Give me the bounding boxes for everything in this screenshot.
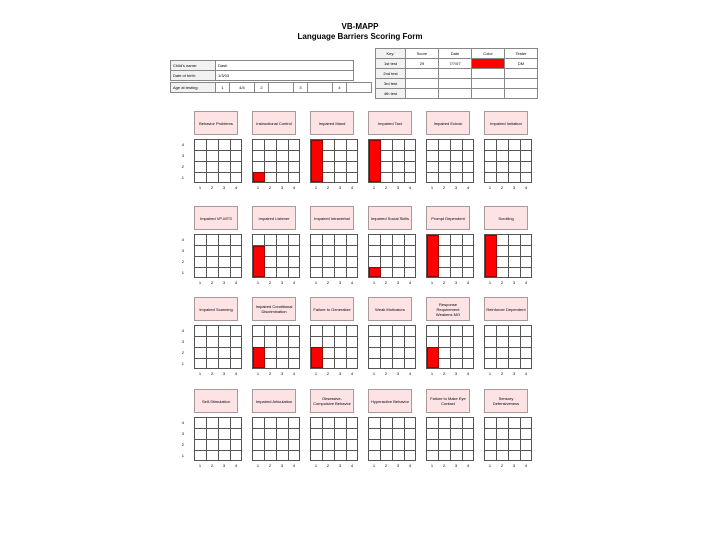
score-cell[interactable] [406,79,439,89]
x-tick-label: 3 [280,463,284,468]
x-tick-label: 4 [292,371,296,376]
barrier-label: Impaired Social Skills [368,206,412,230]
grid-line [485,428,531,429]
barrier-label: Impaired Articulation [252,389,296,413]
x-tick-label: 2 [268,185,272,190]
grid-line [369,336,415,337]
grid-line [311,439,357,440]
score-header: Score [406,49,439,59]
x-tick-label: 4 [234,463,238,468]
x-tick-label: 3 [512,371,516,376]
x-tick-label: 3 [338,280,342,285]
y-tick-label: 1 [181,175,184,180]
grid-line [195,428,241,429]
x-tick-label: 2 [210,280,214,285]
barrier-label: Response Requirement Weakens MO [426,297,470,321]
grid-line [253,161,299,162]
grid-line [253,150,299,151]
test-label: 1st test [376,59,406,69]
x-tick-label: 1 [256,371,260,376]
score-grid[interactable] [310,139,358,183]
grid-line [427,172,473,173]
age-field[interactable] [269,83,294,93]
y-tick-label: 4 [181,142,184,147]
y-tick-label: 4 [181,420,184,425]
age-num: 1 [216,83,230,93]
x-tick-label: 2 [210,371,214,376]
y-tick-label: 1 [181,270,184,275]
x-tick-label: 1 [256,185,260,190]
date-header: Date [439,49,472,59]
x-tick-label: 2 [442,371,446,376]
score-bar [485,235,497,277]
x-tick-label: 3 [454,371,458,376]
grid-line [195,161,241,162]
barrier-label: Impaired Conditional Discrimination [252,297,296,321]
x-tick-label: 1 [198,463,202,468]
x-tick-label: 3 [222,463,226,468]
grid-line [311,450,357,451]
grid-line [485,439,531,440]
grid-line [195,450,241,451]
x-tick-label: 4 [234,371,238,376]
test-label: 3rd test [376,79,406,89]
barrier-label: Impaired Mand [310,111,354,135]
grid-line [311,336,357,337]
age-field[interactable] [308,83,333,93]
x-tick-label: 1 [488,463,492,468]
x-tick-label: 3 [454,185,458,190]
score-grid[interactable] [368,234,416,278]
y-tick-label: 1 [181,361,184,366]
x-tick-label: 1 [430,371,434,376]
barrier-label: Self-Stimulation [194,389,238,413]
x-tick-label: 1 [256,463,260,468]
x-tick-label: 2 [384,185,388,190]
score-grid[interactable] [310,234,358,278]
x-tick-label: 3 [222,280,226,285]
x-tick-label: 2 [268,371,272,376]
grid-line [311,256,357,257]
x-tick-label: 3 [454,463,458,468]
grid-line [369,347,415,348]
grid-line [369,245,415,246]
x-tick-label: 2 [326,280,330,285]
x-tick-label: 2 [442,463,446,468]
key-header: Key: [376,49,406,59]
score-grid[interactable] [194,234,242,278]
grid-line [485,336,531,337]
barrier-label: Impaired Tact [368,111,412,135]
score-grid[interactable] [310,325,358,369]
color-swatch[interactable] [472,59,505,69]
x-tick-label: 4 [524,185,528,190]
age-num: 2 [255,83,269,93]
x-tick-label: 4 [466,463,470,468]
score-cell[interactable] [406,89,439,99]
grid-line [195,439,241,440]
grid-line [195,336,241,337]
x-tick-label: 2 [326,371,330,376]
child-info-table [170,60,354,81]
x-tick-label: 4 [524,280,528,285]
score-grid[interactable] [426,139,474,183]
grid-line [427,450,473,451]
y-tick-label: 4 [181,237,184,242]
x-tick-label: 1 [198,280,202,285]
x-tick-label: 3 [338,371,342,376]
y-tick-label: 2 [181,259,184,264]
x-tick-label: 4 [350,185,354,190]
x-tick-label: 3 [512,185,516,190]
grid-line [311,428,357,429]
x-tick-label: 4 [408,185,412,190]
x-tick-label: 4 [234,280,238,285]
x-tick-label: 4 [408,463,412,468]
age-table [170,82,372,93]
x-tick-label: 2 [326,463,330,468]
x-tick-label: 1 [488,371,492,376]
tester-header: Tester [505,49,538,59]
barrier-label: Weak Motivators [368,297,412,321]
x-tick-label: 1 [198,185,202,190]
x-tick-label: 1 [430,280,434,285]
x-tick-label: 2 [384,371,388,376]
barrier-label: Scrolling [484,206,528,230]
x-tick-label: 3 [396,185,400,190]
grid-line [369,450,415,451]
x-tick-label: 4 [350,371,354,376]
x-tick-label: 1 [372,185,376,190]
grid-line [195,256,241,257]
x-tick-label: 1 [256,280,260,285]
score-grid[interactable] [252,139,300,183]
score-bar [311,347,323,368]
x-tick-label: 4 [524,371,528,376]
key-table [375,48,538,99]
grid-line [253,439,299,440]
age-label: Age at testing: [171,83,216,93]
x-tick-label: 4 [234,185,238,190]
score-grid[interactable] [484,325,532,369]
x-tick-label: 3 [396,371,400,376]
score-grid[interactable] [194,325,242,369]
date-cell[interactable] [439,89,472,99]
grid-line [311,267,357,268]
x-tick-label: 2 [326,185,330,190]
x-tick-label: 1 [314,185,318,190]
x-tick-label: 2 [384,280,388,285]
color-header: Color [472,49,505,59]
grid-line [253,428,299,429]
y-tick-label: 4 [181,328,184,333]
age-field[interactable] [347,83,372,93]
color-swatch[interactable] [472,69,505,79]
grid-line [485,161,531,162]
age-field[interactable]: 4/4 [230,83,255,93]
date-cell[interactable] [439,69,472,79]
test-label: 4th test [376,89,406,99]
tester-cell[interactable] [505,89,538,99]
score-grid[interactable] [252,234,300,278]
x-tick-label: 4 [466,280,470,285]
y-tick-label: 2 [181,442,184,447]
grid-line [485,450,531,451]
x-tick-label: 1 [314,371,318,376]
x-tick-label: 1 [488,185,492,190]
x-tick-label: 4 [408,371,412,376]
x-tick-label: 3 [222,185,226,190]
x-tick-label: 3 [396,463,400,468]
date-cell[interactable]: 7/7/07 [439,59,472,69]
x-tick-label: 2 [500,185,504,190]
grid-line [369,256,415,257]
score-grid[interactable] [426,325,474,369]
score-grid[interactable] [484,417,532,461]
x-tick-label: 2 [210,185,214,190]
grid-line [427,439,473,440]
grid-line [485,347,531,348]
name-label: Child's name: [171,61,216,71]
barrier-label: Behavior Problems [194,111,238,135]
grid-line [195,347,241,348]
grid-line [485,172,531,173]
x-tick-label: 2 [442,280,446,285]
x-tick-label: 3 [338,463,342,468]
score-bar [369,140,381,182]
test-label: 2nd test [376,69,406,79]
score-grid[interactable] [426,417,474,461]
x-tick-label: 2 [268,280,272,285]
score-grid[interactable] [484,139,532,183]
x-tick-label: 3 [280,185,284,190]
score-bar [427,347,439,368]
x-tick-label: 2 [500,371,504,376]
x-tick-label: 1 [314,280,318,285]
x-tick-label: 2 [268,463,272,468]
score-grid[interactable] [368,139,416,183]
score-bar [427,235,439,277]
grid-line [195,150,241,151]
x-tick-label: 4 [292,280,296,285]
x-tick-label: 1 [372,280,376,285]
y-tick-label: 2 [181,350,184,355]
color-swatch[interactable] [472,89,505,99]
y-tick-label: 3 [181,431,184,436]
x-tick-label: 1 [198,371,202,376]
grid-line [427,336,473,337]
form-subtitle: Language Barriers Scoring Form [297,32,423,41]
barrier-label: Impaired Scanning [194,297,238,321]
score-grid[interactable] [194,139,242,183]
tester-cell[interactable] [505,79,538,89]
name-field[interactable]: Dash [216,61,354,71]
x-tick-label: 1 [314,463,318,468]
score-grid[interactable] [426,234,474,278]
age-num: 4 [333,83,347,93]
x-tick-label: 3 [396,280,400,285]
x-tick-label: 4 [292,185,296,190]
barrier-label: Sensory Defensiveness [484,389,528,413]
y-tick-label: 3 [181,248,184,253]
score-cell[interactable] [406,69,439,79]
barrier-label: Hyperactive Behavior [368,389,412,413]
barrier-label: Prompt Dependent [426,206,470,230]
grid-line [427,428,473,429]
grid-line [485,150,531,151]
grid-line [253,450,299,451]
score-cell[interactable]: 29 [406,59,439,69]
grid-line [485,358,531,359]
grid-line [427,150,473,151]
grid-line [195,245,241,246]
grid-line [195,172,241,173]
score-grid[interactable] [252,417,300,461]
barrier-label: Impaired Intraverbal [310,206,354,230]
grid-line [253,336,299,337]
score-grid[interactable] [368,417,416,461]
score-grid[interactable] [310,417,358,461]
x-tick-label: 3 [454,280,458,285]
x-tick-label: 3 [512,463,516,468]
age-num: 3 [294,83,308,93]
tester-cell[interactable] [505,69,538,79]
score-grid[interactable] [484,234,532,278]
grid-line [311,245,357,246]
dob-label: Date of birth: [171,71,216,81]
barrier-label: Reinforcer Dependent [484,297,528,321]
tester-cell[interactable]: DM [505,59,538,69]
score-grid[interactable] [368,325,416,369]
x-tick-label: 3 [222,371,226,376]
x-tick-label: 4 [524,463,528,468]
x-tick-label: 2 [500,280,504,285]
barrier-label: Instructional Control [252,111,296,135]
grid-line [369,439,415,440]
x-tick-label: 2 [210,463,214,468]
x-tick-label: 2 [384,463,388,468]
x-tick-label: 1 [372,463,376,468]
grid-line [369,428,415,429]
y-tick-label: 3 [181,153,184,158]
grid-line [369,358,415,359]
x-tick-label: 4 [466,185,470,190]
x-tick-label: 4 [408,280,412,285]
form-title: VB-MAPP [341,22,379,31]
x-tick-label: 2 [500,463,504,468]
barrier-label: Impaired VP-MTS [194,206,238,230]
date-cell[interactable] [439,79,472,89]
score-bar [311,140,323,182]
x-tick-label: 4 [466,371,470,376]
x-tick-label: 3 [280,371,284,376]
x-tick-label: 3 [280,280,284,285]
score-grid[interactable] [194,417,242,461]
x-tick-label: 1 [430,463,434,468]
y-tick-label: 2 [181,164,184,169]
y-tick-label: 3 [181,339,184,344]
x-tick-label: 3 [338,185,342,190]
x-tick-label: 1 [372,371,376,376]
x-tick-label: 2 [442,185,446,190]
y-tick-label: 1 [181,453,184,458]
x-tick-label: 3 [512,280,516,285]
barrier-label: Failure to Make Eye Contact [426,389,470,413]
score-bar [369,267,381,278]
x-tick-label: 1 [430,185,434,190]
score-grid[interactable] [252,325,300,369]
color-swatch[interactable] [472,79,505,89]
grid-line [427,161,473,162]
barrier-label: Impaired Imitation [484,111,528,135]
grid-line [195,267,241,268]
barrier-label: Impaired Echoic [426,111,470,135]
barrier-label: Obsessive-Compulsive Behavior [310,389,354,413]
score-bar [253,246,265,278]
barrier-label: Failure to Generalize [310,297,354,321]
x-tick-label: 4 [350,280,354,285]
x-tick-label: 1 [488,280,492,285]
barrier-label: Impaired Listener [252,206,296,230]
grid-line [195,358,241,359]
dob-field[interactable]: 1/3/03 [216,71,354,81]
score-bar [253,347,265,368]
x-tick-label: 4 [350,463,354,468]
x-tick-label: 4 [292,463,296,468]
score-bar [253,172,265,183]
